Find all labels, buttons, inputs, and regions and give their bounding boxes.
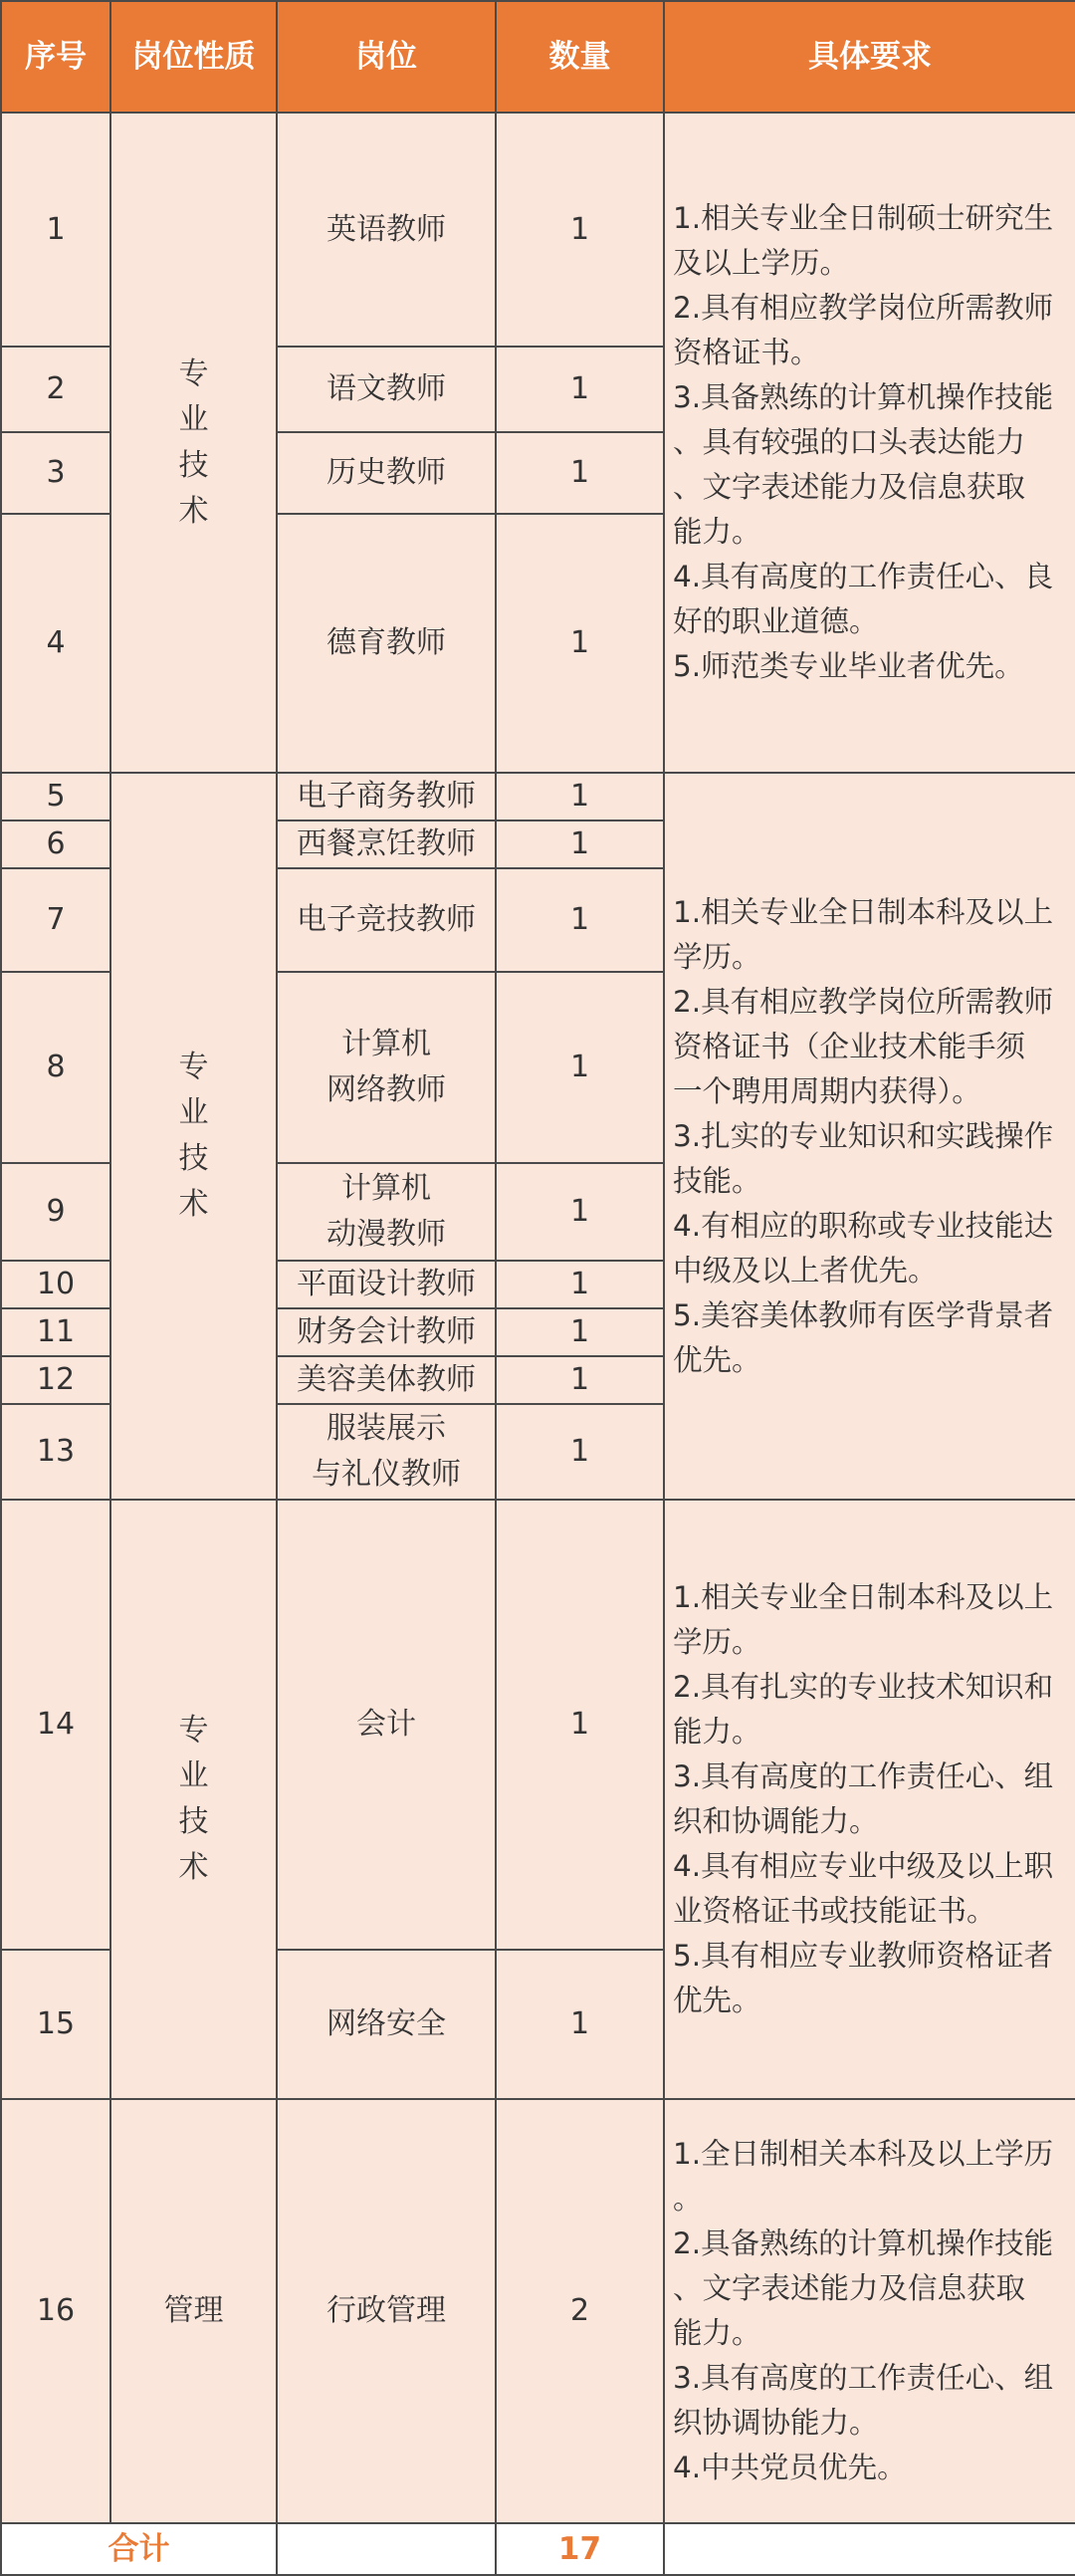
position-name bbox=[277, 1261, 496, 1308]
position-count: 1 bbox=[496, 514, 664, 773]
nature-char: 术 bbox=[178, 493, 209, 529]
requirement-line: 1.相关专业全日制硕士研究生 bbox=[673, 201, 1054, 235]
position-count: 1 bbox=[496, 972, 664, 1163]
header-index: 序号 bbox=[1, 1, 110, 113]
requirement-line: 、文字表述能力及信息获取 bbox=[673, 2271, 1026, 2305]
requirement-line: 4.具有相应专业中级及以上职 bbox=[673, 1849, 1054, 1883]
position-line: 会计 bbox=[356, 1707, 416, 1742]
requirement-line: 5.具有相应专业教师资格证者 bbox=[673, 1939, 1054, 1973]
nature-char: 技 bbox=[178, 1141, 209, 1176]
row-index: 15 bbox=[1, 1950, 110, 2099]
requirement-line: 2.具有相应教学岗位所需教师 bbox=[673, 984, 1054, 1019]
position-name bbox=[277, 1500, 496, 1950]
position-name bbox=[277, 432, 496, 514]
nature-char: 技 bbox=[178, 447, 209, 483]
requirement-line: 能力。 bbox=[673, 2316, 761, 2350]
position-name bbox=[277, 1404, 496, 1500]
nature-char: 技 bbox=[178, 1804, 209, 1839]
row-index: 7 bbox=[1, 868, 110, 972]
requirements-cell bbox=[664, 113, 1075, 773]
requirement-line: 5.美容美体教师有医学背景者 bbox=[673, 1297, 1054, 1332]
position-line: 计算机 bbox=[341, 1027, 431, 1061]
nature-char: 专 bbox=[178, 355, 209, 391]
row-index: 16 bbox=[1, 2099, 110, 2523]
nature-char: 术 bbox=[178, 1850, 209, 1885]
requirement-line: 3.扎实的专业知识和实践操作 bbox=[673, 1118, 1054, 1153]
total-count: 17 bbox=[496, 2523, 664, 2575]
position-line: 财务会计教师 bbox=[297, 1314, 476, 1349]
requirement-line: 资格证书（企业技术能手须 bbox=[673, 1029, 1026, 1063]
position-line: 西餐烹饪教师 bbox=[297, 826, 476, 861]
row-index: 6 bbox=[1, 820, 110, 868]
nature-char: 专 bbox=[178, 1713, 209, 1748]
requirement-line: 优先。 bbox=[673, 1984, 761, 2017]
row-index: 2 bbox=[1, 347, 110, 432]
position-name bbox=[277, 868, 496, 972]
requirement-line: 1.相关专业全日制本科及以上 bbox=[673, 1580, 1054, 1614]
position-line: 平面设计教师 bbox=[297, 1267, 476, 1301]
requirement-line: 4.有相应的职称或专业技能达 bbox=[673, 1208, 1054, 1243]
table-body bbox=[1, 113, 1075, 2523]
position-name bbox=[277, 1356, 496, 1404]
position-nature bbox=[110, 113, 277, 773]
requirement-line: 资格证书。 bbox=[673, 336, 820, 369]
position-count: 1 bbox=[496, 1500, 664, 1950]
position-count: 1 bbox=[496, 773, 664, 820]
requirement-line: 2.具有扎实的专业技术知识和 bbox=[673, 1670, 1054, 1704]
position-line: 电子商务教师 bbox=[297, 779, 476, 814]
position-line: 服装展示 bbox=[326, 1411, 446, 1446]
position-count: 1 bbox=[496, 820, 664, 868]
header-row bbox=[1, 1, 1075, 113]
requirement-line: 、具有较强的口头表达能力 bbox=[673, 425, 1026, 459]
row-index: 12 bbox=[1, 1356, 110, 1404]
position-line: 语文教师 bbox=[326, 371, 446, 406]
requirement-line: 织和协调能力。 bbox=[673, 1804, 879, 1838]
requirement-line: 织协调协能力。 bbox=[673, 2406, 879, 2440]
position-name bbox=[277, 972, 496, 1163]
requirement-line: 学历。 bbox=[673, 1625, 761, 1659]
header-nature: 岗位性质 bbox=[110, 1, 277, 113]
total-spacer bbox=[277, 2523, 496, 2575]
position-count: 2 bbox=[496, 2099, 664, 2523]
position-nature bbox=[110, 1500, 277, 2099]
requirement-line: 1.相关专业全日制本科及以上 bbox=[673, 894, 1054, 929]
position-line: 德育教师 bbox=[326, 625, 446, 660]
position-line: 英语教师 bbox=[326, 211, 446, 247]
requirement-line: 2.具备熟练的计算机操作技能 bbox=[673, 2226, 1054, 2260]
position-count: 1 bbox=[496, 868, 664, 972]
requirement-line: 一个聘用周期内获得）。 bbox=[673, 1073, 981, 1108]
requirement-line: 5.师范类专业毕业者优先。 bbox=[673, 649, 1024, 683]
total-label: 合计 bbox=[1, 2523, 277, 2575]
nature-char: 业 bbox=[178, 1095, 209, 1130]
position-name bbox=[277, 113, 496, 347]
requirement-line: 3.具备熟练的计算机操作技能 bbox=[673, 380, 1054, 414]
position-count: 1 bbox=[496, 1163, 664, 1261]
row-index: 8 bbox=[1, 972, 110, 1163]
total-empty bbox=[664, 2523, 1075, 2575]
row-index: 10 bbox=[1, 1261, 110, 1308]
requirement-line: 能力。 bbox=[673, 515, 761, 549]
requirement-line: 3.具有高度的工作责任心、组 bbox=[673, 1759, 1054, 1793]
position-name bbox=[277, 2099, 496, 2523]
requirement-line: 能力。 bbox=[673, 1715, 761, 1749]
position-line: 电子竞技教师 bbox=[297, 902, 476, 937]
row-index: 11 bbox=[1, 1308, 110, 1356]
row-index: 4 bbox=[1, 514, 110, 773]
nature-char: 业 bbox=[178, 1758, 209, 1793]
position-name bbox=[277, 773, 496, 820]
position-line: 网络安全 bbox=[326, 2006, 446, 2041]
requirement-line: 4.中共党员优先。 bbox=[673, 2451, 907, 2484]
position-count: 1 bbox=[496, 1950, 664, 2099]
row-index: 5 bbox=[1, 773, 110, 820]
position-nature bbox=[110, 773, 277, 1500]
position-name bbox=[277, 1950, 496, 2099]
position-name bbox=[277, 1308, 496, 1356]
position-line: 网络教师 bbox=[326, 1072, 446, 1107]
header-position: 岗位 bbox=[277, 1, 496, 113]
requirement-line: 技能。 bbox=[673, 1163, 761, 1198]
position-name bbox=[277, 347, 496, 432]
row-index: 3 bbox=[1, 432, 110, 514]
requirement-line: 3.具有高度的工作责任心、组 bbox=[673, 2361, 1054, 2395]
position-nature bbox=[110, 2099, 277, 2523]
position-count: 1 bbox=[496, 432, 664, 514]
requirement-line: 4.具有高度的工作责任心、良 bbox=[673, 560, 1054, 593]
requirement-line: 、文字表述能力及信息获取 bbox=[673, 470, 1026, 504]
requirement-line: 。 bbox=[673, 2182, 703, 2216]
position-name bbox=[277, 1163, 496, 1261]
nature-char: 业 bbox=[178, 401, 209, 437]
requirement-line: 学历。 bbox=[673, 939, 761, 974]
requirements-cell bbox=[664, 773, 1075, 1500]
requirement-line: 2.具有相应教学岗位所需教师 bbox=[673, 291, 1054, 325]
requirement-line: 中级及以上者优先。 bbox=[673, 1253, 938, 1288]
table-row bbox=[1, 773, 1075, 820]
row-index: 9 bbox=[1, 1163, 110, 1261]
position-count: 1 bbox=[496, 1356, 664, 1404]
row-index: 14 bbox=[1, 1500, 110, 1950]
nature-char: 管理 bbox=[163, 2293, 224, 2328]
requirements-cell bbox=[664, 1500, 1075, 2099]
requirement-line: 业资格证书或技能证书。 bbox=[673, 1894, 996, 1928]
total-row bbox=[1, 2523, 1075, 2575]
position-name bbox=[277, 514, 496, 773]
position-name bbox=[277, 820, 496, 868]
requirement-line: 及以上学历。 bbox=[673, 246, 850, 280]
requirement-line: 好的职业道德。 bbox=[673, 604, 879, 638]
position-line: 与礼仪教师 bbox=[312, 1457, 461, 1492]
row-index: 1 bbox=[1, 113, 110, 347]
position-count: 1 bbox=[496, 113, 664, 347]
header-requirements: 具体要求 bbox=[664, 1, 1075, 113]
position-line: 动漫教师 bbox=[326, 1217, 446, 1252]
position-count: 1 bbox=[496, 1308, 664, 1356]
position-line: 历史教师 bbox=[326, 455, 446, 490]
position-line: 计算机 bbox=[341, 1171, 431, 1206]
table-row bbox=[1, 113, 1075, 347]
nature-char: 术 bbox=[178, 1187, 209, 1222]
requirement-line: 1.全日制相关本科及以上学历 bbox=[673, 2137, 1054, 2171]
header-count: 数量 bbox=[496, 1, 664, 113]
requirement-line: 优先。 bbox=[673, 1342, 761, 1377]
nature-char: 专 bbox=[178, 1050, 209, 1084]
row-index: 13 bbox=[1, 1404, 110, 1500]
table-row bbox=[1, 1500, 1075, 1950]
position-count: 1 bbox=[496, 347, 664, 432]
position-count: 1 bbox=[496, 1404, 664, 1500]
position-count: 1 bbox=[496, 1261, 664, 1308]
position-line: 美容美体教师 bbox=[297, 1362, 476, 1397]
table-row bbox=[1, 2099, 1075, 2523]
requirements-cell bbox=[664, 2099, 1075, 2523]
position-line: 行政管理 bbox=[326, 2293, 446, 2328]
